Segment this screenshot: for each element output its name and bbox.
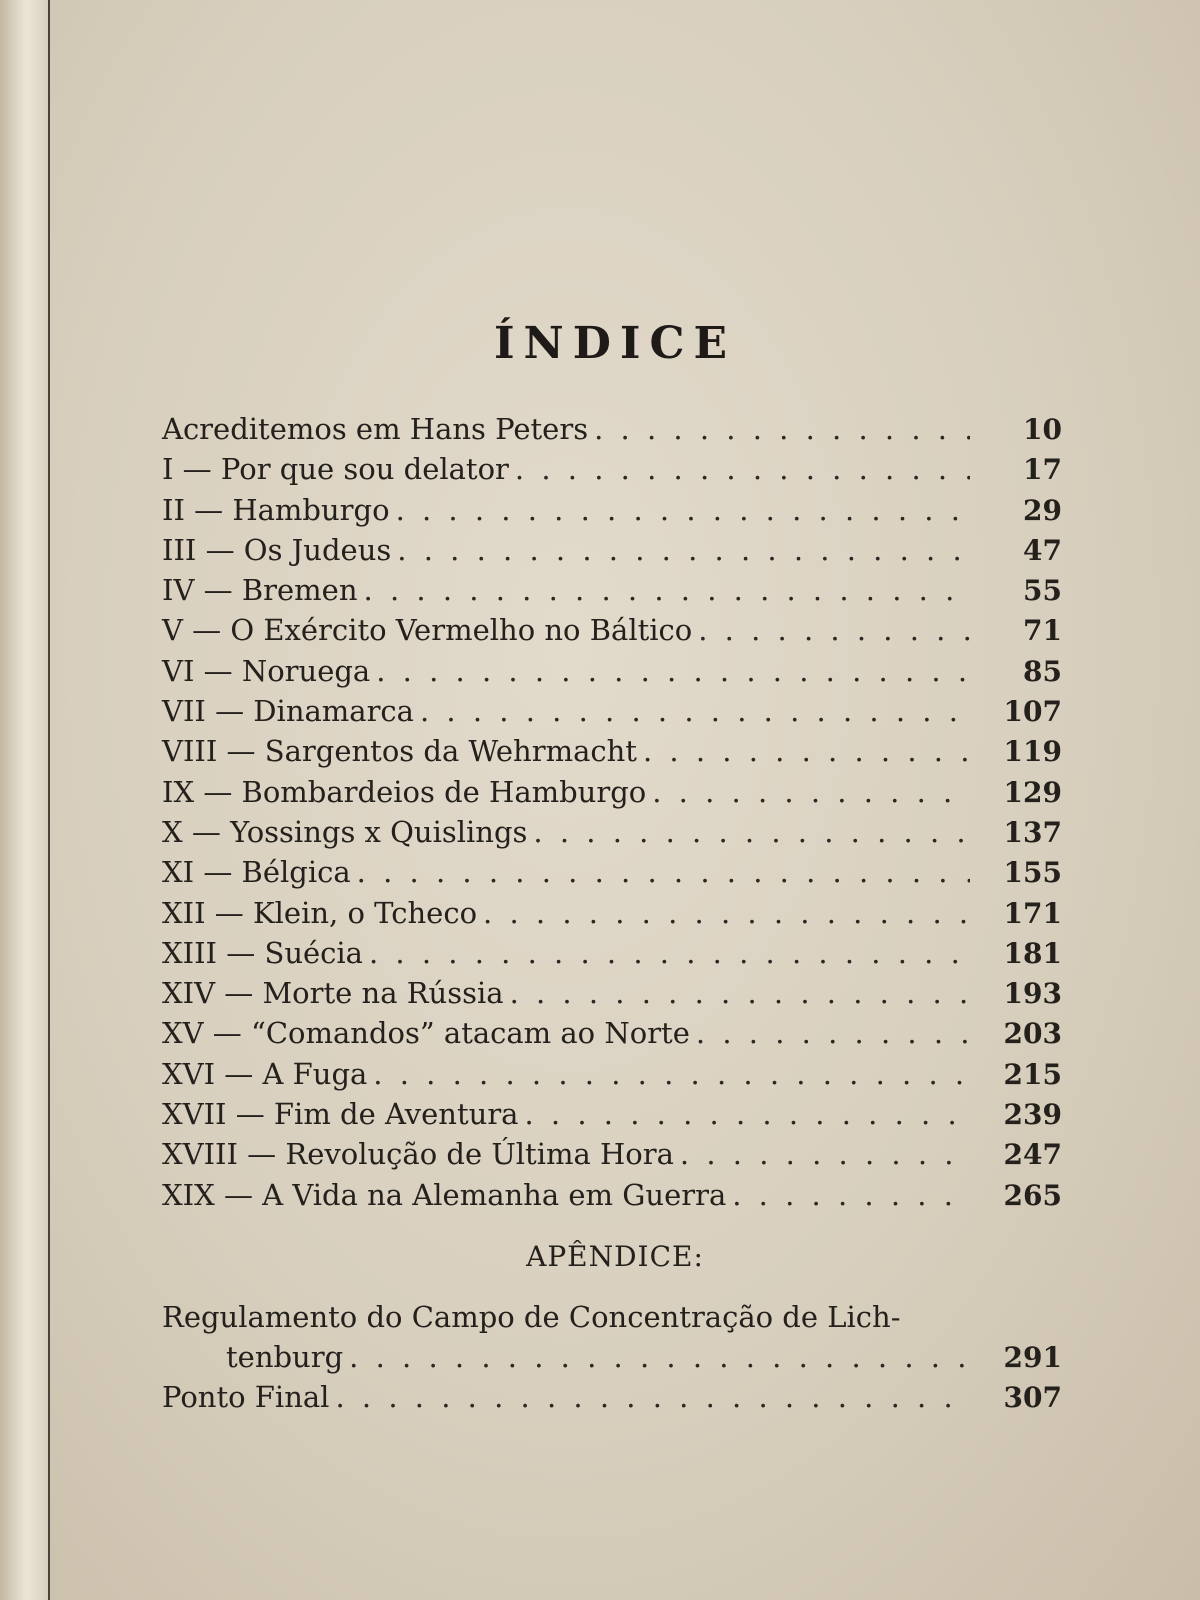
toc-entry-label: I — Por que sou delator [162, 452, 509, 487]
toc-entry [162, 573, 1062, 613]
toc-entry-label: XVII — Fim de Aventura [162, 1097, 519, 1132]
toc-entry-page: 129 [1003, 775, 1062, 809]
dot-leader [732, 1178, 970, 1212]
toc-entry-page: 17 [1023, 453, 1062, 487]
toc-entry-page: 193 [1003, 977, 1062, 1011]
appendix-heading: APÊNDICE: [526, 1240, 704, 1273]
toc-entry-label: XIX — A Vida na Alemanha em Guerra [162, 1177, 727, 1212]
toc-entry-page: 247 [1003, 1138, 1062, 1172]
toc-entry-label: III — Os Judeus [162, 532, 392, 567]
dot-leader [696, 1016, 970, 1050]
toc-entry-page: 181 [1003, 936, 1062, 970]
appendix-entry-page: 307 [1003, 1381, 1062, 1415]
toc-entry-label: VIII — Sargentos da Wehrmacht [162, 734, 637, 769]
toc-entry [162, 1097, 1062, 1137]
toc-entry-label: IX — Bombardeios de Hamburgo [162, 774, 647, 809]
toc-entry [162, 533, 1062, 573]
dot-leader [335, 1380, 970, 1414]
toc-entry [162, 654, 1062, 694]
dot-leader [357, 855, 970, 889]
toc-entry [162, 976, 1062, 1016]
toc-entry-label: II — Hamburgo [162, 492, 390, 527]
toc-entry [162, 1016, 1062, 1056]
toc-entry [162, 936, 1062, 976]
appendix-list [162, 1300, 1062, 1421]
toc-entry-label: VII — Dinamarca [162, 694, 414, 729]
toc-entry [162, 896, 1062, 936]
toc-entry [162, 815, 1062, 855]
toc-entry-page: 215 [1003, 1057, 1062, 1091]
appendix-entry-label: tenburg [226, 1340, 344, 1374]
toc-entry [162, 1178, 1062, 1218]
toc-entry-label: XIV — Morte na Rússia [162, 976, 504, 1011]
toc-entry-page: 55 [1023, 574, 1062, 608]
toc-entry-page: 265 [1003, 1178, 1062, 1212]
dot-leader [594, 412, 970, 446]
appendix-entry-first-line: Regulamento do Campo de Concentração de Lich- [162, 1300, 901, 1334]
toc-entry-label: XII — Klein, o Tcheco [162, 895, 478, 930]
toc-entry [162, 613, 1062, 653]
toc-entry [162, 452, 1062, 492]
toc-entry-page: 171 [1003, 896, 1062, 930]
dot-leader [483, 896, 970, 930]
dot-leader [396, 493, 970, 527]
dot-leader [364, 573, 970, 607]
toc-entry-label: XI — Bélgica [162, 855, 351, 890]
appendix-entry-page: 291 [1003, 1341, 1062, 1374]
appendix-entry-label: Ponto Final [162, 1380, 330, 1415]
dot-leader [369, 936, 970, 970]
toc-entry-page: 47 [1023, 533, 1062, 567]
dot-leader [349, 1340, 970, 1374]
page-title: ÍNDICE [493, 318, 737, 369]
appendix-entry [162, 1340, 1062, 1380]
table-of-contents [162, 412, 1062, 1218]
toc-entry-page: 85 [1023, 654, 1062, 688]
toc-entry [162, 775, 1062, 815]
toc-entry-label: Acreditemos em Hans Peters [162, 412, 589, 446]
dot-leader [533, 815, 970, 849]
dot-leader [515, 452, 970, 486]
dot-leader [643, 734, 970, 768]
toc-entry-label: V — O Exército Vermelho no Báltico [162, 613, 693, 648]
dot-leader [510, 976, 970, 1010]
toc-entry-label: X — Yossings x Quislings [162, 814, 528, 849]
dot-leader [373, 1057, 970, 1091]
toc-entry-page: 203 [1003, 1017, 1062, 1051]
toc-entry-label: IV — Bremen [162, 573, 358, 608]
dot-leader [698, 613, 970, 647]
toc-entry-page: 71 [1023, 614, 1062, 648]
toc-entry [162, 412, 1062, 452]
toc-entry-label: XV — “Comandos” atacam ao Norte [162, 1016, 690, 1051]
dot-leader [397, 533, 970, 567]
book-page [50, 0, 1200, 1600]
dot-leader [420, 694, 970, 728]
toc-entry-label: VI — Noruega [162, 653, 371, 688]
dot-leader [376, 654, 970, 688]
toc-entry [162, 1137, 1062, 1177]
toc-entry-page: 137 [1003, 815, 1062, 849]
previous-page-edge [0, 0, 50, 1600]
toc-entry-label: XVIII — Revolução de Última Hora [162, 1137, 674, 1172]
toc-entry [162, 694, 1062, 734]
toc-entry-page: 29 [1023, 493, 1062, 527]
dot-leader [524, 1097, 970, 1131]
appendix-entry [162, 1380, 1062, 1420]
toc-entry-page: 119 [1003, 735, 1062, 769]
toc-entry [162, 1057, 1062, 1097]
toc-entry-label: XIII — Suécia [162, 935, 363, 970]
toc-entry [162, 855, 1062, 895]
toc-entry-page: 10 [1023, 413, 1062, 446]
toc-entry [162, 734, 1062, 774]
toc-entry-page: 155 [1003, 856, 1062, 890]
dot-leader [652, 775, 970, 809]
toc-entry [162, 493, 1062, 533]
toc-entry-page: 239 [1003, 1098, 1062, 1132]
toc-entry-page: 107 [1003, 695, 1062, 729]
toc-entry-label: XVI — A Fuga [162, 1056, 368, 1091]
dot-leader [680, 1137, 970, 1171]
